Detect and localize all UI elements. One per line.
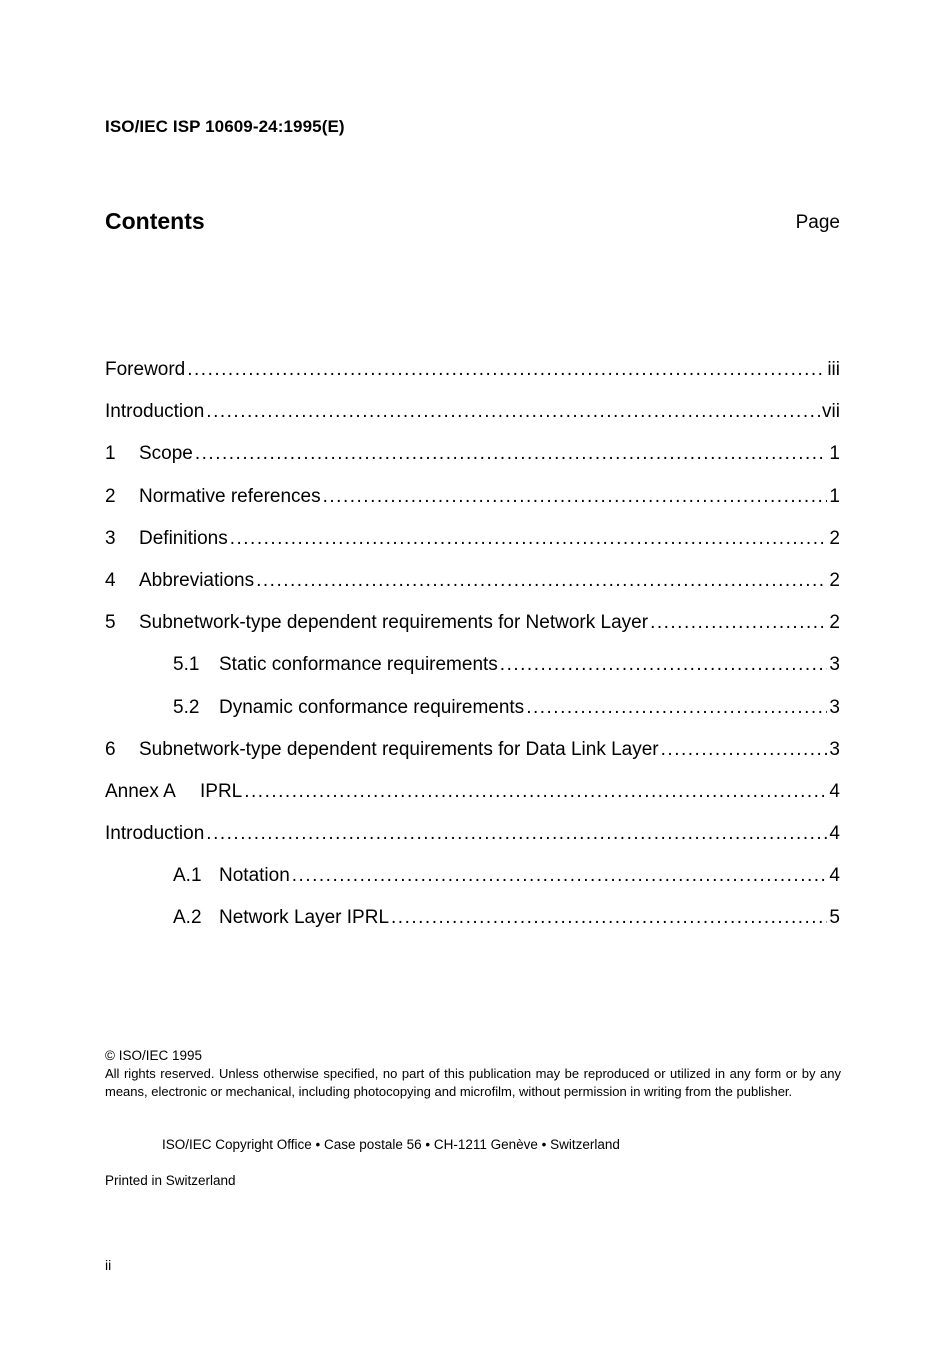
toc-entry-title: Foreword	[105, 359, 186, 380]
toc-leader-dots	[500, 654, 828, 676]
toc-entry-number: 6	[105, 738, 116, 760]
toc-leader-dots	[292, 865, 828, 887]
copyright-notice	[105, 1047, 841, 1101]
toc-entry-page: 3	[829, 654, 840, 676]
toc-leader-dots	[650, 612, 827, 634]
toc-leader-dots	[391, 907, 827, 929]
toc-entry-network-layer-iprl[interactable]	[105, 907, 840, 949]
toc-entry-title: Abbreviations	[139, 569, 255, 591]
toc-entry-title: Subnetwork-type dependent requirements for Network Layer	[139, 612, 649, 634]
toc-entry-title: Normative references	[139, 485, 321, 507]
toc-entry-page: 1	[829, 485, 840, 507]
toc-leader-dots	[323, 486, 828, 508]
toc-entry-title: Introduction	[105, 401, 205, 423]
document-id: ISO/IEC ISP 10609-24:1995(E)	[105, 117, 345, 136]
toc-entry-normative-references[interactable]	[105, 486, 840, 528]
toc-entry-number: A.1	[173, 865, 202, 887]
toc-leader-dots	[526, 697, 827, 719]
toc-entry-annex-a[interactable]	[105, 781, 840, 823]
toc-leader-dots	[244, 781, 827, 803]
toc-entry-title: Scope	[139, 443, 193, 465]
toc-entry-title: IPRL	[200, 780, 243, 802]
toc-entry-title: Static conformance requirements	[219, 654, 498, 676]
toc-entry-page: 2	[829, 569, 840, 591]
toc-entry-number: 2	[105, 485, 116, 507]
toc-entry-scope[interactable]	[105, 443, 840, 485]
contents-title: Contents	[105, 208, 205, 234]
toc-entry-page: 2	[829, 612, 840, 634]
toc-entry-title: Dynamic conformance requirements	[219, 696, 525, 718]
toc-entry-data-link-layer-requirements[interactable]	[105, 739, 840, 781]
toc-entry-page: 3	[829, 696, 840, 718]
toc-leader-dots	[661, 739, 828, 761]
toc-entry-dynamic-conformance[interactable]	[105, 697, 840, 739]
toc-entry-notation[interactable]	[105, 865, 840, 907]
toc-entry-page: 4	[829, 865, 840, 887]
toc-entry-page: 4	[829, 780, 840, 802]
toc-entry-title: Notation	[219, 865, 290, 887]
toc-entry-number: 5	[105, 612, 116, 634]
toc-entry-foreword[interactable]	[105, 359, 840, 401]
toc-entry-annex-introduction[interactable]	[105, 823, 840, 865]
toc-entry-static-conformance[interactable]	[105, 654, 840, 696]
page-number: ii	[105, 1257, 112, 1273]
toc-entry-number: A.2	[173, 907, 202, 929]
toc-entry-page: 2	[829, 527, 840, 549]
toc-entry-number: Annex A	[105, 780, 176, 802]
toc-entry-number: 1	[105, 443, 116, 465]
toc-entry-abbreviations[interactable]	[105, 570, 840, 612]
toc-entry-title: Definitions	[139, 527, 228, 549]
toc-leader-dots	[206, 401, 820, 423]
copyright-line: © ISO/IEC 1995	[105, 1048, 202, 1063]
table-of-contents	[105, 359, 840, 950]
toc-entry-page: 4	[829, 823, 840, 845]
toc-entry-page: iii	[827, 359, 840, 380]
toc-leader-dots	[230, 528, 828, 550]
toc-entry-page: vii	[822, 401, 840, 423]
toc-entry-number: 3	[105, 527, 116, 549]
toc-entry-title: Introduction	[105, 823, 205, 845]
toc-entry-title: Network Layer IPRL	[219, 907, 390, 929]
toc-leader-dots	[206, 823, 827, 845]
toc-leader-dots	[256, 570, 827, 592]
copyright-office-address: ISO/IEC Copyright Office • Case postale 56 • CH-1211 Genève • Switzerland	[162, 1137, 620, 1152]
toc-leader-dots	[195, 443, 828, 465]
toc-entry-page: 1	[829, 443, 840, 465]
toc-entry-introduction[interactable]	[105, 401, 840, 443]
toc-entry-number: 5.2	[173, 696, 200, 718]
toc-entry-number: 5.1	[173, 654, 200, 676]
printed-in-statement: Printed in Switzerland	[105, 1173, 236, 1188]
toc-entry-page: 5	[829, 907, 840, 929]
toc-entry-page: 3	[829, 738, 840, 760]
toc-leader-dots	[187, 359, 825, 381]
toc-entry-network-layer-requirements[interactable]	[105, 612, 840, 654]
toc-entry-title: Subnetwork-type dependent requirements for Data Link Layer	[139, 738, 659, 760]
toc-entry-number: 4	[105, 569, 116, 591]
rights-statement: All rights reserved. Unless otherwise specified, no part of this publication may be reproduced or utilized in any form or by any means, electronic or mechanical, including photocopying and microfilm, without permission in writing from the publisher.	[105, 1066, 841, 1099]
toc-entry-definitions[interactable]	[105, 528, 840, 570]
page-column-label: Page	[795, 212, 840, 233]
